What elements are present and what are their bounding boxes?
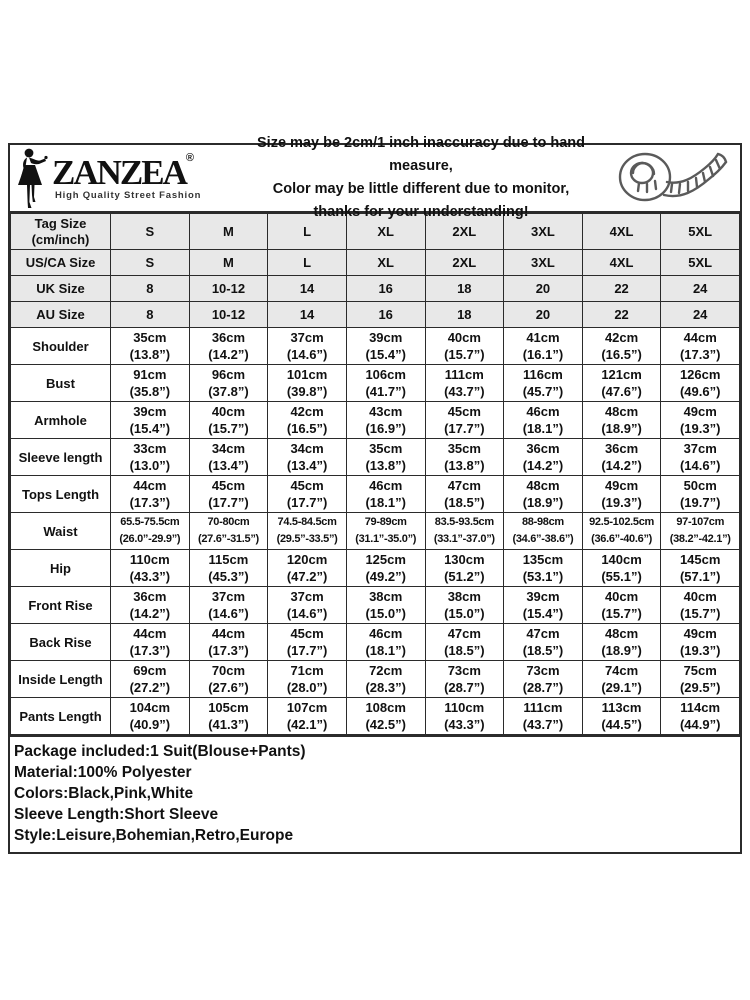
measurement-cell: 49cm (19.3”) [582, 476, 661, 513]
measurement-cell: 45cm (17.7”) [425, 402, 504, 439]
size-cell: 2XL [425, 214, 504, 250]
measurement-cell: 46cm (18.1”) [504, 402, 583, 439]
measurement-cell: 114cm (44.9”) [661, 698, 740, 735]
row-label: Armhole [11, 402, 111, 439]
info-sleeve-length: Sleeve Length:Short Sleeve [14, 806, 219, 823]
measurement-cell: 40cm (15.7”) [582, 587, 661, 624]
row-label: Back Rise [11, 624, 111, 661]
measurement-cell: 73cm (28.7”) [504, 661, 583, 698]
measurement-cell: 49cm (19.3”) [661, 402, 740, 439]
measurement-cell: 44cm (17.3”) [661, 328, 740, 365]
woman-silhouette-icon [16, 147, 50, 209]
measurement-cell: 35cm (13.8”) [346, 439, 425, 476]
measurement-cell: 43cm (16.9”) [346, 402, 425, 439]
measurement-cell: 96cm (37.8”) [189, 365, 268, 402]
measurement-cell: 40cm (15.7”) [189, 402, 268, 439]
size-cell: 20 [504, 276, 583, 302]
measurement-cell: 71cm (28.0”) [268, 661, 347, 698]
measurement-cell: 88-98cm (34.6”-38.6”) [504, 513, 583, 550]
measurement-cell: 50cm (19.7”) [661, 476, 740, 513]
measurement-row [11, 439, 740, 476]
measurement-cell: 34cm (13.4”) [189, 439, 268, 476]
brand-tagline: High Quality Street Fashion [55, 190, 202, 202]
disclaimer-line-1: Size may be 2cm/1 inch inaccuracy due to hand measure, [257, 135, 585, 174]
row-label: Waist [11, 513, 111, 550]
measurement-cell: 37cm (14.6”) [189, 587, 268, 624]
size-cell: XL [346, 214, 425, 250]
measurement-cell: 38cm (15.0”) [346, 587, 425, 624]
measurement-cell: 39cm (15.4”) [111, 402, 190, 439]
size-cell: 8 [111, 302, 190, 328]
measurement-cell: 110cm (43.3”) [111, 550, 190, 587]
measurement-cell: 48cm (18.9”) [582, 624, 661, 661]
measurement-cell: 46cm (18.1”) [346, 476, 425, 513]
size-cell: 24 [661, 276, 740, 302]
info-colors: Colors:Black,Pink,White [14, 785, 194, 802]
size-cell: 3XL [504, 214, 583, 250]
size-cell: L [268, 250, 347, 276]
size-disclaimer [242, 132, 600, 224]
measurement-cell: 37cm (14.6”) [268, 587, 347, 624]
row-label: Sleeve length [11, 439, 111, 476]
measurement-cell: 125cm (49.2”) [346, 550, 425, 587]
measurement-cell: 105cm (41.3”) [189, 698, 268, 735]
size-cell: 14 [268, 302, 347, 328]
measurement-cell: 40cm (15.7”) [661, 587, 740, 624]
size-cell: S [111, 214, 190, 250]
disclaimer-line-2: Color may be little different due to monitor, [272, 181, 570, 197]
row-label: AU Size [11, 302, 111, 328]
measurement-cell: 92.5-102.5cm (36.6”-40.6”) [582, 513, 661, 550]
measurement-row [11, 550, 740, 587]
measurement-cell: 44cm (17.3”) [111, 476, 190, 513]
size-cell: 4XL [582, 214, 661, 250]
measurement-row [11, 661, 740, 698]
measurement-cell: 115cm (45.3”) [189, 550, 268, 587]
measurement-cell: 121cm (47.6”) [582, 365, 661, 402]
size-chart-sheet [8, 135, 742, 854]
measurement-cell: 145cm (57.1”) [661, 550, 740, 587]
measurement-cell: 107cm (42.1”) [268, 698, 347, 735]
row-label: Tops Length [11, 476, 111, 513]
measurement-cell: 33cm (13.0”) [111, 439, 190, 476]
measurement-cell: 110cm (43.3”) [425, 698, 504, 735]
measurement-cell: 126cm (49.6”) [661, 365, 740, 402]
measurement-cell: 42cm (16.5”) [582, 328, 661, 365]
measurement-cell: 38cm (15.0”) [425, 587, 504, 624]
measurement-cell: 41cm (16.1”) [504, 328, 583, 365]
info-material: Material:100% Polyester [14, 764, 192, 781]
size-header-row [11, 276, 740, 302]
measurement-cell: 36cm (14.2”) [111, 587, 190, 624]
measurement-cell: 97-107cm (38.2”-42.1”) [661, 513, 740, 550]
measurement-cell: 140cm (55.1”) [582, 550, 661, 587]
measurement-cell: 47cm (18.5”) [504, 624, 583, 661]
measurement-cell: 108cm (42.5”) [346, 698, 425, 735]
measurement-cell: 44cm (17.3”) [111, 624, 190, 661]
measurement-cell: 135cm (53.1”) [504, 550, 583, 587]
measurement-cell: 37cm (14.6”) [268, 328, 347, 365]
row-label: Shoulder [11, 328, 111, 365]
measurement-cell: 75cm (29.5”) [661, 661, 740, 698]
size-cell: 22 [582, 276, 661, 302]
measurement-cell: 36cm (14.2”) [582, 439, 661, 476]
size-cell: 18 [425, 302, 504, 328]
row-label: US/CA Size [11, 250, 111, 276]
row-label: Inside Length [11, 661, 111, 698]
size-cell: 16 [346, 302, 425, 328]
measurement-cell: 74.5-84.5cm (29.5”-33.5”) [268, 513, 347, 550]
measurement-row [11, 587, 740, 624]
row-label: Pants Length [11, 698, 111, 735]
measurement-cell: 111cm (43.7”) [425, 365, 504, 402]
measurement-row [11, 328, 740, 365]
measurement-row [11, 513, 740, 550]
size-cell: 10-12 [189, 302, 268, 328]
measurement-cell: 70cm (27.6”) [189, 661, 268, 698]
measurement-cell: 83.5-93.5cm (33.1”-37.0”) [425, 513, 504, 550]
measurement-cell: 46cm (18.1”) [346, 624, 425, 661]
measurement-cell: 120cm (47.2”) [268, 550, 347, 587]
measurement-cell: 106cm (41.7”) [346, 365, 425, 402]
size-cell: 3XL [504, 250, 583, 276]
measurement-cell: 44cm (17.3”) [189, 624, 268, 661]
measurement-cell: 45cm (17.7”) [268, 476, 347, 513]
measurement-cell: 65.5-75.5cm (26.0”-29.9”) [111, 513, 190, 550]
measurement-cell: 37cm (14.6”) [661, 439, 740, 476]
info-package: Package included:1 Suit(Blouse+Pants) [14, 743, 306, 760]
size-cell: 2XL [425, 250, 504, 276]
row-label: Front Rise [11, 587, 111, 624]
size-cell: 14 [268, 276, 347, 302]
brand-name: ZANZEA [52, 153, 186, 193]
measurement-cell: 45cm (17.7”) [268, 624, 347, 661]
size-cell: 5XL [661, 214, 740, 250]
measurement-row [11, 476, 740, 513]
measurement-cell: 35cm (13.8”) [425, 439, 504, 476]
measurement-cell: 116cm (45.7”) [504, 365, 583, 402]
measurement-cell: 74cm (29.1”) [582, 661, 661, 698]
measurement-cell: 101cm (39.8”) [268, 365, 347, 402]
size-cell: 16 [346, 276, 425, 302]
measurement-cell: 48cm (18.9”) [504, 476, 583, 513]
size-cell: 22 [582, 302, 661, 328]
measurement-row [11, 624, 740, 661]
measurement-cell: 111cm (43.7”) [504, 698, 583, 735]
size-cell: 5XL [661, 250, 740, 276]
size-header-row [11, 302, 740, 328]
measurement-cell: 36cm (14.2”) [504, 439, 583, 476]
brand-text [52, 152, 202, 202]
size-cell: 24 [661, 302, 740, 328]
measurement-row [11, 365, 740, 402]
measurement-cell: 48cm (18.9”) [582, 402, 661, 439]
measurement-cell: 42cm (16.5”) [268, 402, 347, 439]
size-cell: XL [346, 250, 425, 276]
size-cell: S [111, 250, 190, 276]
row-label: Tag Size (cm/inch) [11, 214, 111, 250]
size-cell: 20 [504, 302, 583, 328]
measurement-cell: 47cm (18.5”) [425, 624, 504, 661]
size-cell: 10-12 [189, 276, 268, 302]
measurement-cell: 34cm (13.4”) [268, 439, 347, 476]
measurement-cell: 47cm (18.5”) [425, 476, 504, 513]
measurement-cell: 35cm (13.8”) [111, 328, 190, 365]
measurement-row [11, 402, 740, 439]
measurement-cell: 40cm (15.7”) [425, 328, 504, 365]
row-label: Hip [11, 550, 111, 587]
brand-logo [10, 147, 242, 209]
measurement-cell: 45cm (17.7”) [189, 476, 268, 513]
size-header-row [11, 250, 740, 276]
disclaimer-line-3: thanks for your understanding! [313, 204, 529, 220]
measurement-cell: 36cm (14.2”) [189, 328, 268, 365]
header-band [10, 135, 740, 220]
size-cell: 4XL [582, 250, 661, 276]
measurement-cell: 79-89cm (31.1”-35.0”) [346, 513, 425, 550]
size-cell: M [189, 250, 268, 276]
size-cell: 8 [111, 276, 190, 302]
measurement-cell: 73cm (28.7”) [425, 661, 504, 698]
product-info [10, 735, 740, 852]
measurement-cell: 49cm (19.3”) [661, 624, 740, 661]
measurement-cell: 39cm (15.4”) [346, 328, 425, 365]
row-label: UK Size [11, 276, 111, 302]
info-style: Style:Leisure,Bohemian,Retro,Europe [14, 827, 294, 844]
measurement-cell: 91cm (35.8”) [111, 365, 190, 402]
row-label: Bust [11, 365, 111, 402]
measurement-cell: 113cm (44.5”) [582, 698, 661, 735]
registered-mark: ® [185, 152, 194, 165]
measurement-cell: 69cm (27.2”) [111, 661, 190, 698]
measurement-cell: 39cm (15.4”) [504, 587, 583, 624]
measurement-cell: 70-80cm (27.6”-31.5”) [189, 513, 268, 550]
measurement-cell: 130cm (51.2”) [425, 550, 504, 587]
measurement-row [11, 698, 740, 735]
measurement-cell: 104cm (40.9”) [111, 698, 190, 735]
size-table-body [11, 214, 740, 735]
measurement-cell: 72cm (28.3”) [346, 661, 425, 698]
size-table [10, 213, 740, 735]
size-cell: M [189, 214, 268, 250]
size-cell: L [268, 214, 347, 250]
measuring-tape-icon [600, 147, 740, 209]
size-cell: 18 [425, 276, 504, 302]
